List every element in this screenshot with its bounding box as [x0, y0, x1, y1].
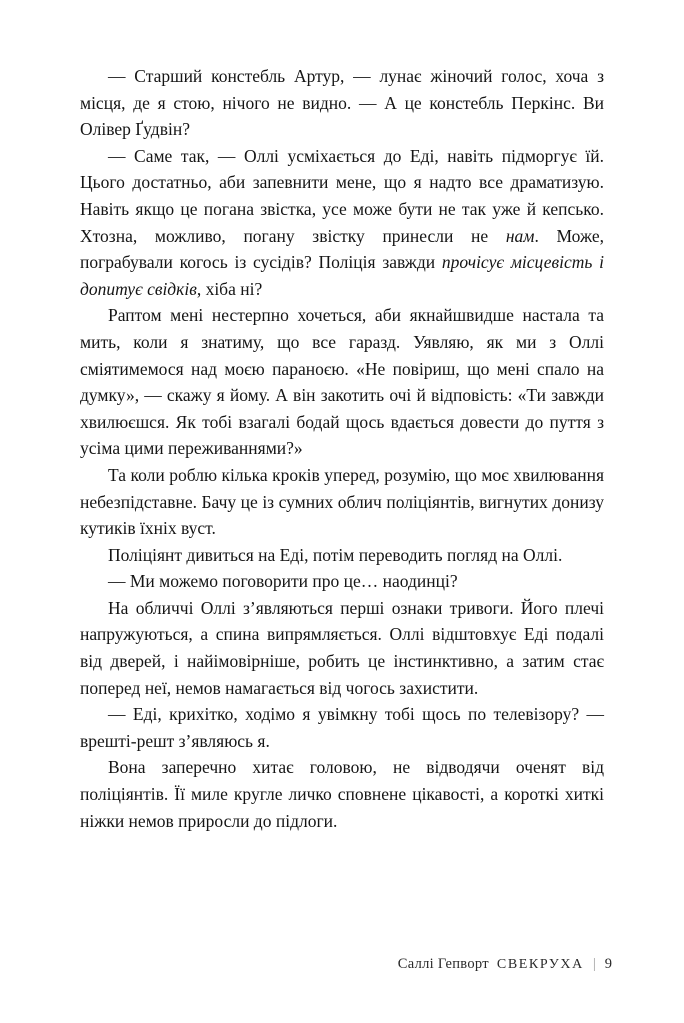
paragraph	[80, 568, 604, 595]
paragraph	[80, 595, 604, 701]
paragraph	[80, 302, 604, 462]
text-run: На обличчі Оллі з’являються перші ознаки тривоги. Його плечі напружуються, а спина випрямляється. Оллі відштовхує Еді подалі від дверей, і найімовірніше, робить це інстинктивно, а затим стає поперед неї, немов намагається від чогось захистити.	[80, 597, 604, 698]
text-run: — Старший констебль Артур, — лунає жіночий голос, хоча з місця, де я стою, нічого не видно. — А це констебль Перкінс. Ви Олівер Ґудвін?	[80, 66, 604, 140]
paragraph	[80, 63, 604, 143]
text-run: — Саме так, — Оллі усміхається до Еді, навіть підморгує їй. Цього достатньо, аби запевнити мене, що я надто все драматизую. Навіть якщо це погана звістка, усе може бути не так уже й кепсько. Хтозна, можливо, погану звістку принесли не	[80, 145, 604, 246]
text-run-italic: прочісує місцевість і допитує свідків	[80, 252, 604, 299]
text-run-italic: нам	[505, 225, 535, 246]
text-run: . Може, пограбували когось із сусідів? Поліція завжди	[80, 225, 604, 273]
footer-author: Саллі Гепворт	[397, 956, 489, 972]
paragraph	[80, 754, 604, 834]
paragraph	[80, 701, 604, 754]
paragraph	[80, 462, 604, 542]
footer-separator: |	[592, 956, 596, 972]
text-run: Та коли роблю кілька кроків уперед, розумію, що моє хвилювання небезпідставне. Бачу це із сумних облич поліціянтів, вигнутих донизу кутиків їхніх вуст.	[80, 464, 604, 539]
text-run: — Еді, крихітко, ходімо я увімкну тобі щось по телевізору? — врешті-решт з’являюсь я.	[80, 704, 604, 751]
text-run: Раптом мені нестерпно хочеться, аби якнайшвидше настала та мить, коли я знатиму, що все гаразд. Уявляю, як ми з Оллі сміятимемося над моєю параноєю. «Не повіриш, що мені спало на думку», — скажу я йому. А він закотить очі й відповість: «Ти завжди хвилюєшся. Як тобі взагалі бодай щось вдається довести до пуття з усіма цими переживаннями?»	[80, 305, 604, 459]
text-run: — Ми можемо поговорити про це… наодинці?	[108, 571, 458, 592]
page-text	[80, 63, 604, 834]
page-footer	[398, 956, 612, 973]
footer-page-number: 9	[604, 956, 612, 972]
paragraph	[80, 143, 604, 303]
text-run: Вона заперечно хитає головою, не відводячи оченят від поліціянтів. Її миле кругле личко сповнене цікавості, а короткі хиткі ніжки немов приросли до підлоги.	[80, 757, 604, 831]
text-run: Поліціянт дивиться на Еді, потім переводить погляд на Оллі.	[108, 544, 563, 565]
footer-book-title: СВЕКРУХА	[496, 957, 584, 972]
paragraph	[80, 542, 604, 569]
text-run: , хіба ні?	[196, 278, 263, 299]
